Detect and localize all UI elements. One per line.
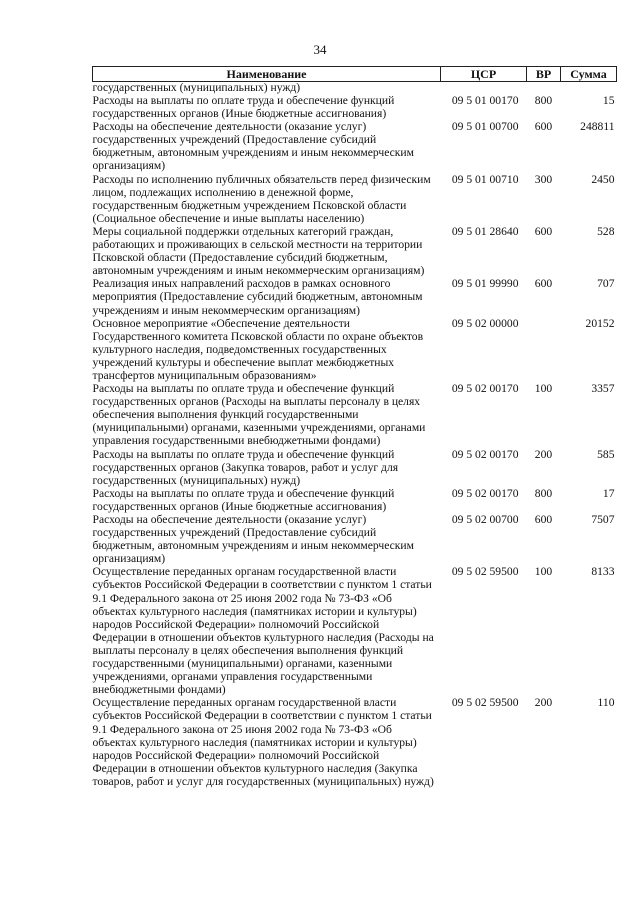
table-row <box>93 120 617 172</box>
table-row <box>93 277 617 316</box>
row-name: Расходы на обеспечение деятельности (оказание услуг) государственных учреждений (Предоставление субсидий бюджетным, автономным учреждениям и иным некоммерческим организациям) <box>92 120 414 173</box>
table-row <box>93 82 617 95</box>
row-sum: 8133 <box>591 565 615 579</box>
table-row <box>93 94 617 120</box>
row-vr: 600 <box>534 513 553 526</box>
row-sum: 528 <box>597 224 615 238</box>
row-name: Реализация иных направлений расходов в рамках основного мероприятия (Предоставление субсидий бюджетным, автономным учреждениям и иным некоммерческим организациям) <box>92 277 423 317</box>
row-csr: 09 5 01 00170 <box>451 94 519 107</box>
table-row <box>93 382 617 447</box>
row-vr: 300 <box>534 172 553 186</box>
row-sum: 15 <box>602 94 615 107</box>
row-csr: 09 5 02 00170 <box>451 486 519 500</box>
row-vr: 100 <box>534 565 553 579</box>
row-name: Расходы на выплаты по оплате труда и обеспечение функций государственных органов (Иные бюджетные ассигнования) <box>92 486 395 513</box>
table-row <box>93 565 617 696</box>
row-sum <box>561 82 617 95</box>
row-csr: 09 5 02 00170 <box>451 382 519 396</box>
table-row <box>93 513 617 565</box>
row-vr <box>527 82 561 95</box>
row-csr: 09 5 02 00170 <box>451 447 519 461</box>
table-header-row <box>93 67 617 82</box>
row-csr: 09 5 01 00710 <box>451 172 519 186</box>
row-name: Осуществление переданных органам государственной власти субъектов Российской Федерации в соответствии с пунктом 1 статьи 9.1 Федерального закона от 25 июня 2002 года № 73-ФЗ «Об объектах культурного наследия (памятниках истории и культуры) народов Российской Федерации» полномочий Российской Федерации в отношении объектов культурного наследия (Закупка товаров, работ и услуг для государственных (муниципальных) нужд) <box>92 696 434 788</box>
table-row <box>93 487 617 513</box>
row-csr: 09 5 01 28640 <box>451 224 519 238</box>
header-name: Наименование <box>93 67 441 82</box>
table-row <box>93 173 617 225</box>
table-row <box>93 317 617 382</box>
row-sum: 17 <box>602 486 615 500</box>
row-sum: 707 <box>597 277 615 291</box>
table-row <box>93 448 617 487</box>
row-name: Расходы на выплаты по оплате труда и обеспечение функций государственных органов (Расходы на выплаты персоналу в целях обеспечения выполнения функций государственными (муниципальными) органами, казенными учреждениями, органами управления государственными внебюджетными фондами) <box>92 382 426 448</box>
row-vr: 200 <box>534 447 553 461</box>
row-sum: 2450 <box>591 172 615 186</box>
table-row <box>93 225 617 277</box>
row-csr: 09 5 01 99990 <box>451 277 519 291</box>
row-name: Расходы на обеспечение деятельности (оказание услуг) государственных учреждений (Предоставление субсидий бюджетным, автономным учреждениям и иным некоммерческим организациям) <box>92 513 414 566</box>
header-csr: ЦСР <box>441 67 527 82</box>
row-csr: 09 5 02 00000 <box>451 316 519 330</box>
row-name: Расходы на выплаты по оплате труда и обеспечение функций государственных органов (Иные бюджетные ассигнования) <box>92 94 395 121</box>
row-csr: 09 5 02 00700 <box>451 513 519 526</box>
row-sum: 585 <box>597 447 615 461</box>
row-vr: 800 <box>534 94 553 107</box>
row-name: Основное мероприятие «Обеспечение деятельности Государственного комитета Псковской области по охране объектов культурного наследия, подведомственных государственных учреждений культуры и обеспечение выплат межбюджетных трансфертов муниципальным образованиям» <box>92 316 424 382</box>
row-sum: 110 <box>597 696 615 710</box>
row-vr: 800 <box>534 486 553 500</box>
row-vr: 200 <box>534 696 553 710</box>
row-csr: 09 5 02 59500 <box>451 696 519 710</box>
row-csr: 09 5 02 59500 <box>451 565 519 579</box>
row-name: государственных (муниципальных) нужд) <box>92 81 301 94</box>
row-name: Расходы на выплаты по оплате труда и обеспечение функций государственных органов (Закупка товаров, работ и услуг для государственных (муниципальных) нужд) <box>92 447 399 487</box>
row-sum: 7507 <box>591 513 615 526</box>
page-number: 34 <box>313 42 327 57</box>
row-sum: 248811 <box>580 120 615 134</box>
row-sum: 3357 <box>591 382 615 396</box>
header-vr: ВР <box>527 67 561 82</box>
row-name: Меры социальной поддержки отдельных категорий граждан, работающих и проживающих в сельской местности на территории Псковской области (Предоставление субсидий бюджетным, автономным учреждениям и иным некоммерческим организациям) <box>92 224 425 278</box>
row-name: Расходы по исполнению публичных обязательств перед физическим лицом, подлежащих исполнению в денежной форме, государственным бюджетным учреждением Псковской области (Социальное обеспечение и иные выплаты населению) <box>92 172 431 225</box>
row-vr: 600 <box>534 120 553 134</box>
table-row <box>93 696 617 788</box>
row-vr: 600 <box>534 224 553 238</box>
row-name: Осуществление переданных органам государственной власти субъектов Российской Федерации в соответствии с пунктом 1 статьи 9.1 Федерального закона от 25 июня 2002 года № 73-ФЗ «Об объектах культурного наследия (памятниках истории и культуры) народов Российской Федерации» полномочий Российской Федерации в отношении объектов культурного наследия (Расходы на выплаты персоналу в целях обеспечения выполнения функций государственными (муниципальными) органами, казенными учреждениями, органами управления государственными внебюджетными фондами) <box>92 565 434 697</box>
row-csr: 09 5 01 00700 <box>451 120 519 134</box>
budget-table <box>92 66 617 788</box>
row-vr: 100 <box>534 382 553 396</box>
header-sum: Сумма <box>561 67 617 82</box>
row-vr <box>527 317 561 382</box>
row-sum: 20152 <box>585 316 615 330</box>
row-vr: 600 <box>534 277 553 291</box>
row-csr <box>441 82 527 95</box>
